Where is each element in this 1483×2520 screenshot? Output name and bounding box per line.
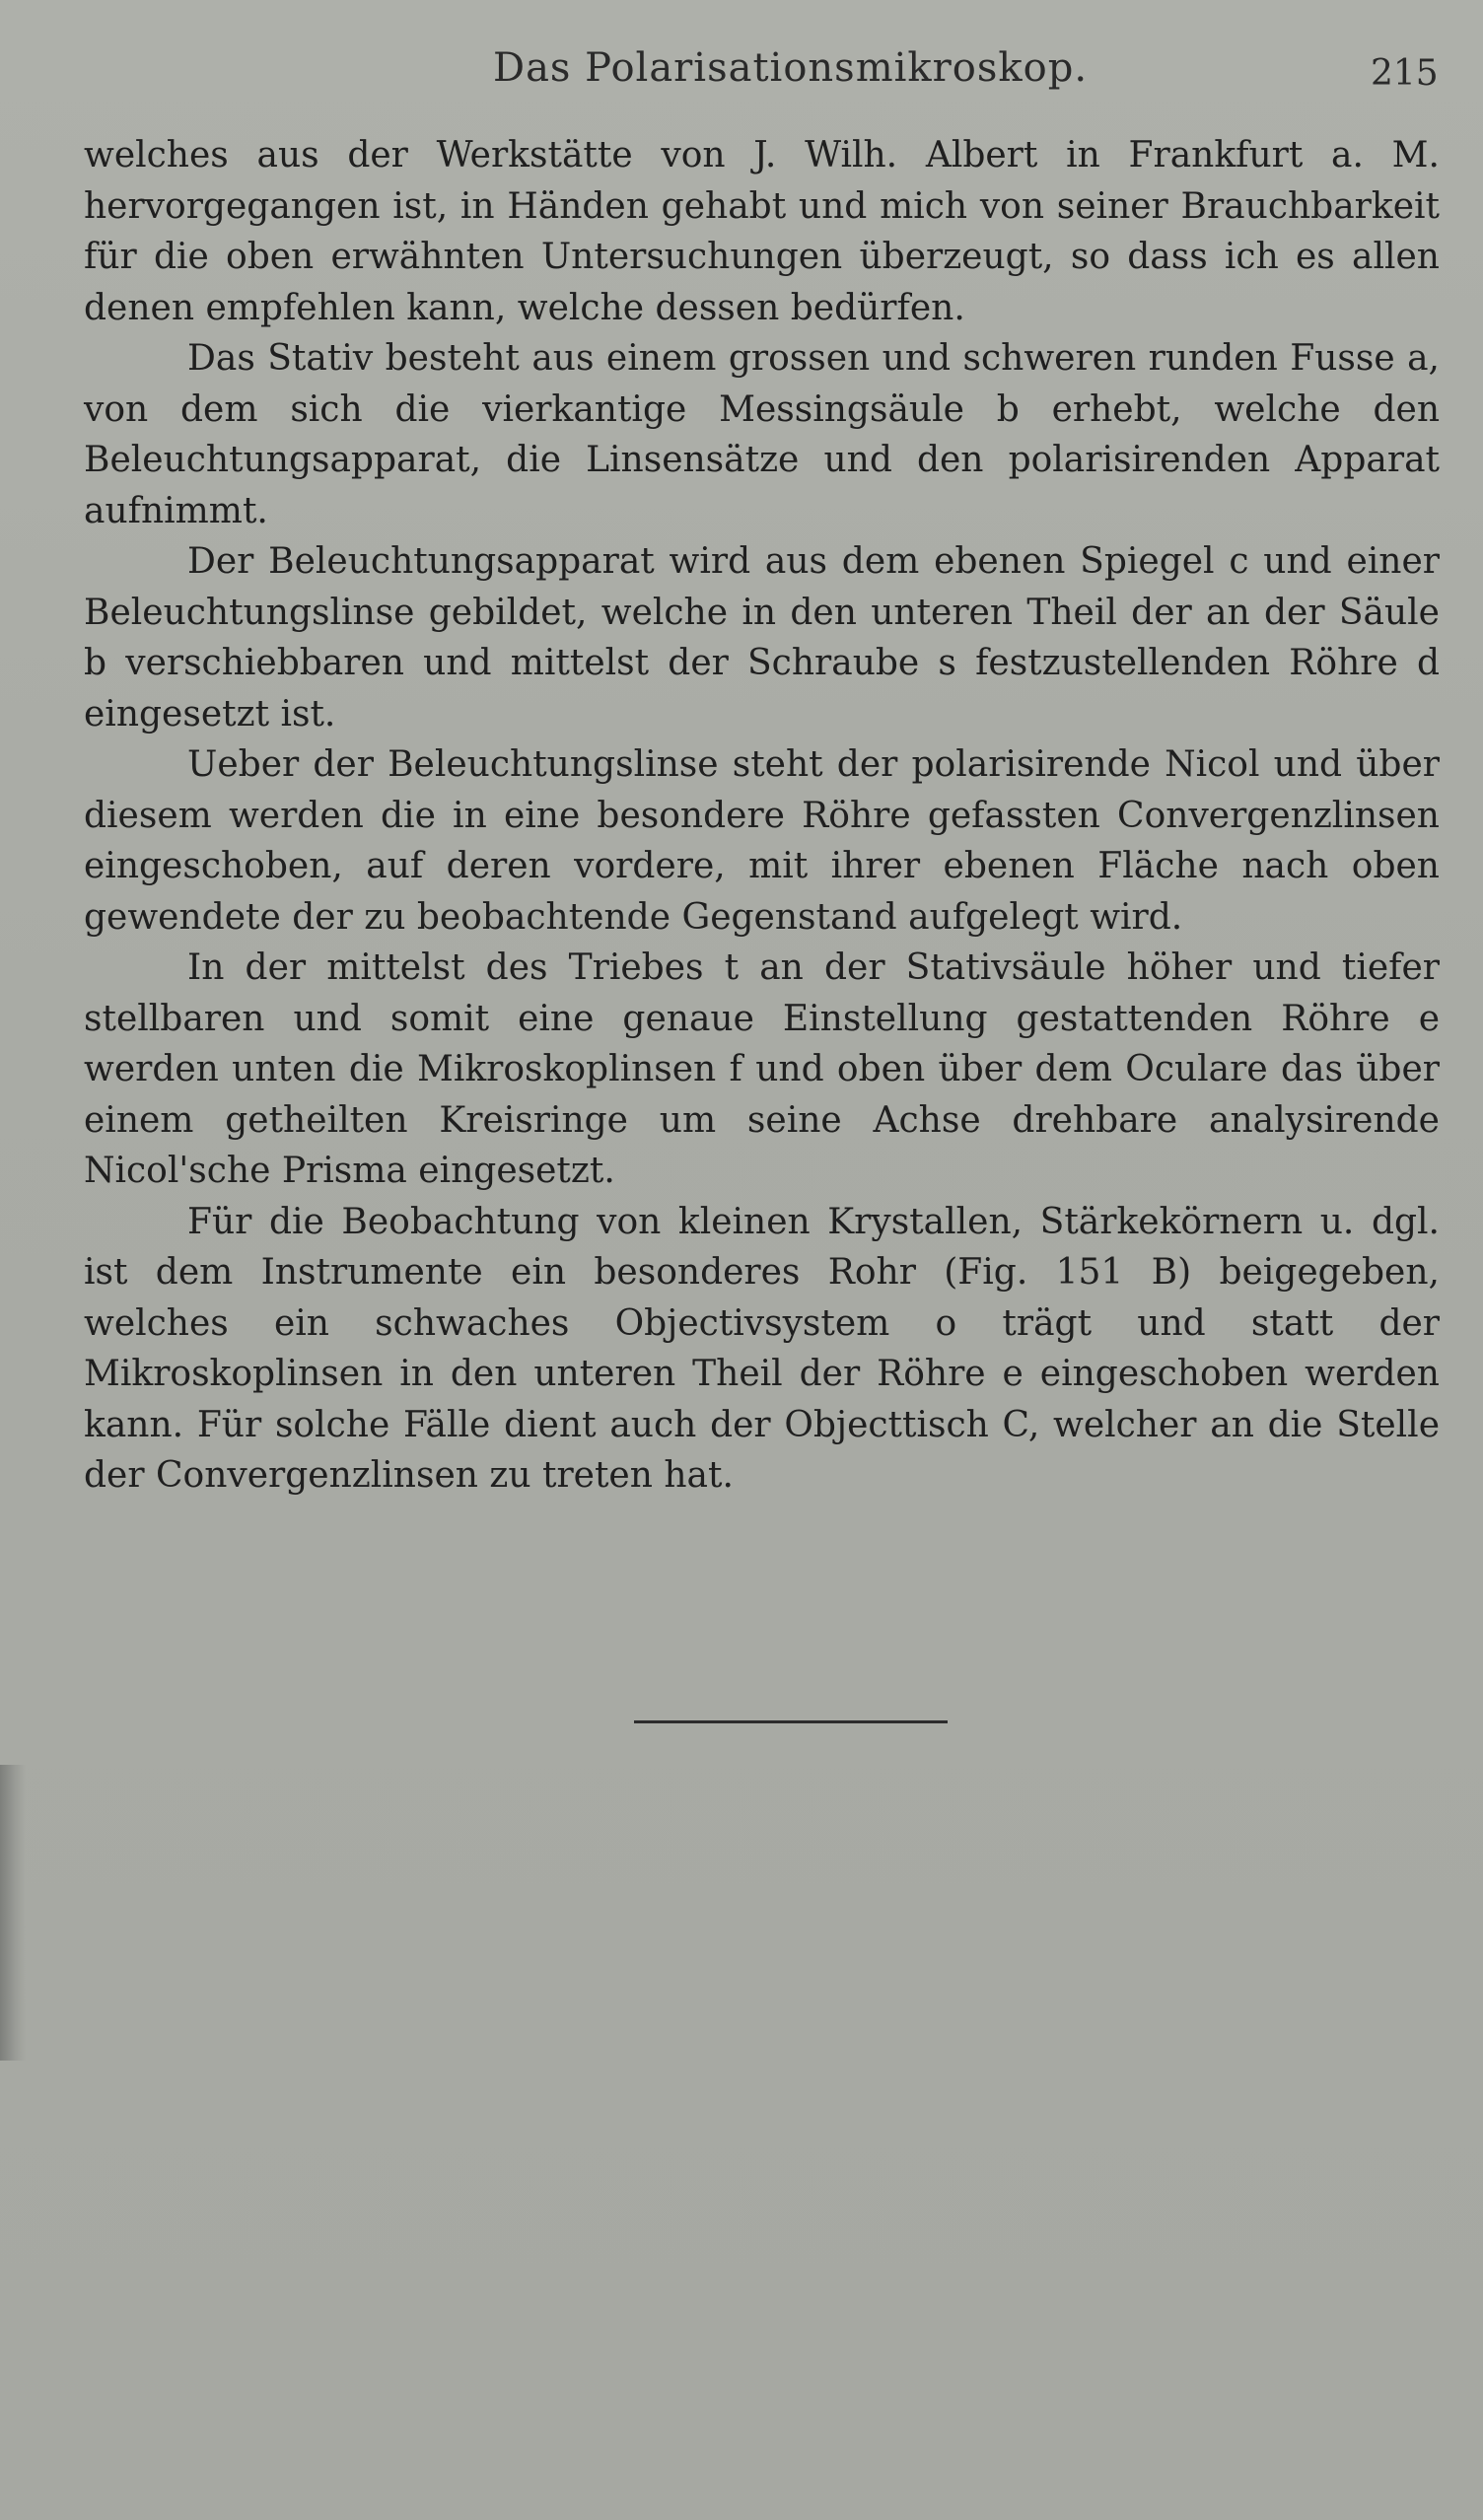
body-text <box>84 130 1440 1502</box>
page-number: 215 <box>1371 53 1439 94</box>
paragraph-nicol: Ueber der Beleuchtungslinse steht der polarisirende Nicol und über diesem werden die in eine besondere Röhre gefassten Convergenzlinsen eingeschoben, auf deren vordere, mit ihrer ebenen Fläche nach oben gewendete der zu beobachtende Gegenstand aufgelegt wird. <box>84 744 1440 938</box>
running-title: Das Polarisationsmikroskop. <box>493 45 1089 91</box>
paragraph-continuation: welches aus der Werkstätte von J. Wilh. Albert in Frankfurt a. M. hervorgegangen ist, in Händen gehabt und mich von seiner Brauchbarkeit für die oben erwähnten Untersuchungen überzeugt, so dass ich es allen denen empfehlen kann, welche dessen bedürfen. <box>84 135 1440 328</box>
paragraph-stativ: Das Stativ besteht aus einem grossen und schweren runden Fusse a, von dem sich die vierkantige Messingsäule b erhebt, welche den Beleuchtungsapparat, die Linsensätze und den polarisirenden Apparat aufnimmt. <box>84 338 1440 531</box>
running-head <box>0 45 1483 105</box>
section-end-rule <box>634 1720 948 1723</box>
paragraph-triebes: In der mittelst des Triebes t an der Stativsäule höher und tiefer stellbaren und somit eine genaue Einstellung gestattenden Röhre e werden unten die Mikroskoplinsen f und oben über dem Oculare das über einem getheilten Kreisringe um seine Achse drehbare analysirende Nicol'sche Prisma eingesetzt. <box>84 947 1440 1191</box>
paragraph-beleuchtungsapparat: Der Beleuchtungsapparat wird aus dem ebenen Spiegel c und einer Beleuchtungslinse gebildet, welche in den unteren Theil der an der Säule b verschiebbaren und mittelst der Schraube s festzustellenden Röhre d eingesetzt ist. <box>84 541 1440 735</box>
paragraph-beobachtung: Für die Beobachtung von kleinen Krystallen, Stärkekörnern u. dgl. ist dem Instrumente ein besonderes Rohr (Fig. 151 B) beigegeben, welches ein schwaches Objectivsystem o trägt und statt der Mikroskoplinsen in den unteren Theil der Röhre e eingeschoben werden kann. Für solche Fälle dient auch der Objecttisch C, welcher an die Stelle der Convergenzlinsen zu treten hat. <box>84 1201 1440 1496</box>
page-edge-shadow <box>0 1765 26 2061</box>
